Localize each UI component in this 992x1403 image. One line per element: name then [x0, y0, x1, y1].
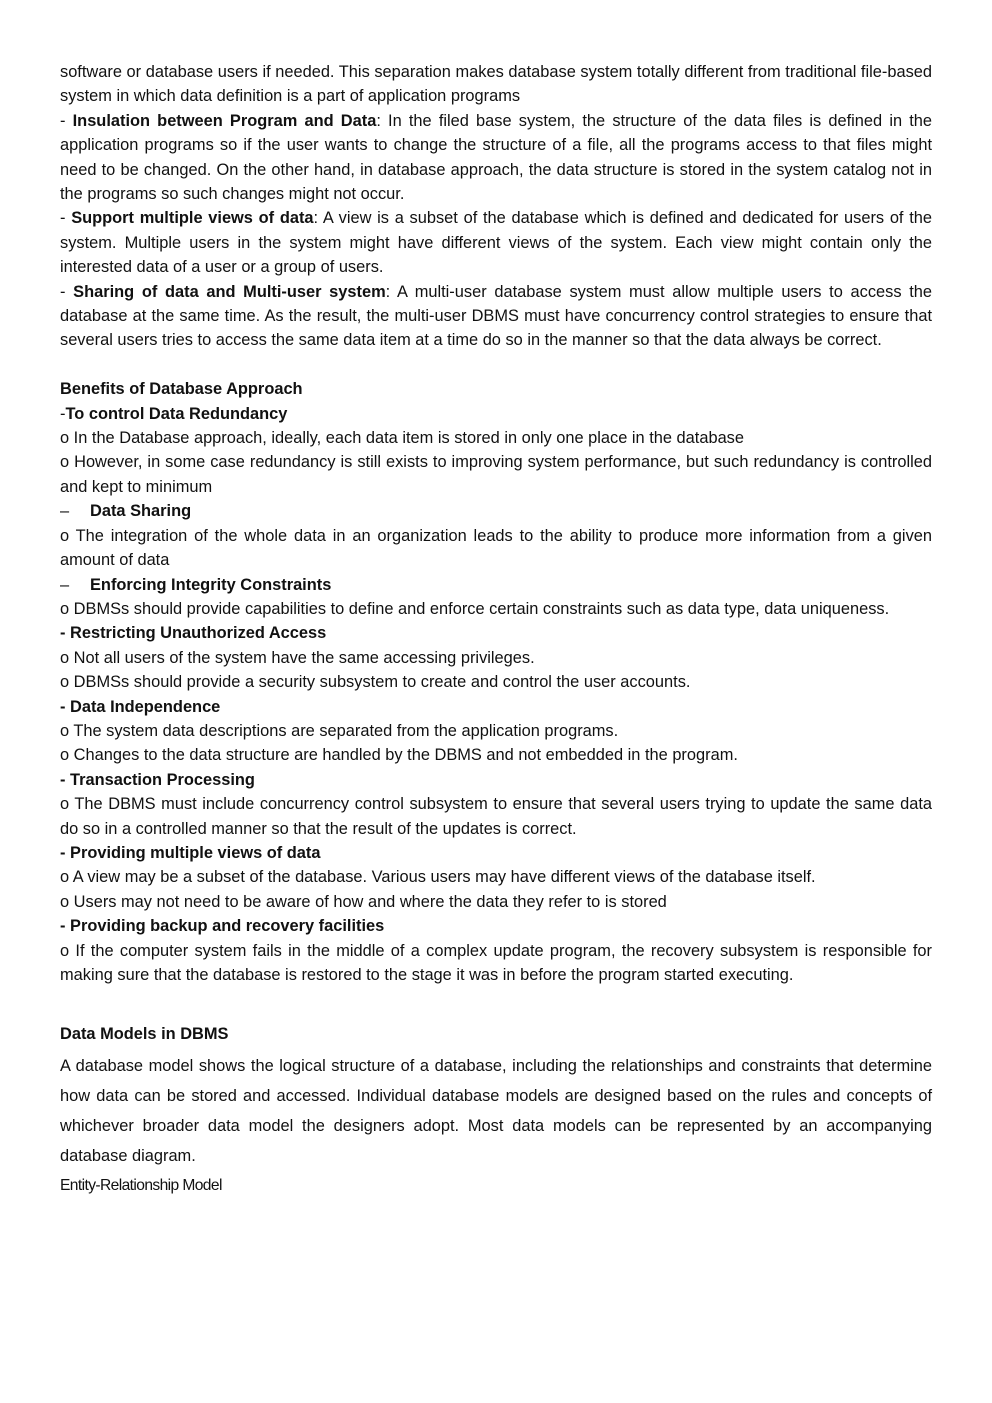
integrity-heading-text: Enforcing Integrity Constraints [90, 575, 332, 594]
intro-paragraph: software or database users if needed. This separation makes database system totally different from traditional file-based system in which data definition is a part of application programs [60, 63, 932, 106]
insulation-paragraph [60, 109, 932, 207]
list-item: o The system data descriptions are separated from the application programs. [60, 721, 619, 740]
views-term: Support multiple views of data [71, 209, 314, 228]
list-item: o DBMSs should provide a security subsystem to create and control the user accounts. [60, 673, 691, 692]
integrity-heading [60, 573, 932, 597]
list-item: o DBMSs should provide capabilities to define and enforce certain constraints such as data type, data uniqueness. [60, 599, 890, 618]
insulation-term: Insulation between Program and Data [72, 111, 377, 130]
multiple-views-heading: - Providing multiple views of data [60, 843, 321, 862]
list-item: o In the Database approach, ideally, each data item is stored in only one place in the database [60, 429, 744, 448]
views-text: : A view is a subset of the database which is defined and dedicated for users of the system. Multiple users in the system might have different views of the system. Each view might contain only the interested data of a user or a group of users. [60, 209, 932, 277]
data-models-title: Data Models in DBMS [60, 1025, 229, 1044]
list-item: o Users may not need to be aware of how and where the data they refer to is stored [60, 892, 667, 911]
list-item: o However, in some case redundancy is still exists to improving system performance, but such redundancy is controlled and kept to minimum [60, 453, 932, 496]
backup-heading: - Providing backup and recovery facilities [60, 917, 385, 936]
er-model-label: Entity-Relationship Model [60, 1176, 222, 1194]
spacer [60, 987, 932, 1022]
redundancy-heading [60, 402, 932, 426]
sharing-paragraph [60, 280, 932, 353]
spacer [60, 353, 932, 377]
sharing-term: Sharing of data and Multi-user system [73, 282, 386, 301]
unauthorized-heading: - Restricting Unauthorized Access [60, 624, 327, 643]
transaction-heading: - Transaction Processing [60, 770, 255, 789]
list-item: o If the computer system fails in the middle of a complex update program, the recovery subsystem is responsible for making sure that the database is restored to the stage it was in before the program started executing. [60, 941, 932, 985]
benefits-title: Benefits of Database Approach [60, 380, 303, 399]
data-models-paragraph: A database model shows the logical structure of a database, including the relationships and constraints that determine how data can be stored and accessed. Individual database models are designed based on the rules and concepts of whichever broader data model the designers adopt. Most data models can be represented by an accompanying database diagram. [60, 1056, 932, 1165]
list-item: o Changes to the data structure are handled by the DBMS and not embedded in the program. [60, 746, 738, 765]
document-page [60, 60, 932, 1201]
list-item: o The DBMS must include concurrency control subsystem to ensure that several users trying to update the same data do so in a controlled manner so that the result of the updates is correct. [60, 795, 932, 838]
insulation-text: : In the filed base system, the structure of the data files is defined in the application programs so if the user wants to change the structure of a file, all the programs access to that files might need to be changed. On the other hand, in database approach, the data structure is stored in the system catalog not in the programs so such changes might not occur. [60, 111, 933, 204]
dash-bullet: – [60, 502, 70, 521]
redundancy-heading-text: To control Data Redundancy [65, 404, 288, 423]
sharing-text: : A multi-user database system must allow multiple users to access the database at the same time. As the result, the multi-user DBMS must have concurrency control strategies to ensure that several users tries to access the same data item at a time do so in the manner so that the data always be correct. [60, 282, 933, 350]
redundancy-prefix: - [60, 404, 66, 423]
data-sharing-heading [60, 499, 932, 523]
sharing-prefix: - [60, 282, 74, 301]
independence-heading: - Data Independence [60, 697, 221, 716]
list-item: o The integration of the whole data in an organization leads to the ability to produce more information from a given amount of data [60, 526, 932, 570]
views-paragraph [60, 206, 932, 279]
list-item: o Not all users of the system have the same accessing privileges. [60, 648, 535, 667]
views-prefix: - [60, 209, 72, 228]
data-sharing-heading-text: Data Sharing [90, 502, 192, 521]
list-item: o A view may be a subset of the database. Various users may have different views of the database itself. [60, 868, 816, 887]
insulation-prefix: - [60, 111, 73, 130]
dash-bullet: – [60, 575, 70, 594]
